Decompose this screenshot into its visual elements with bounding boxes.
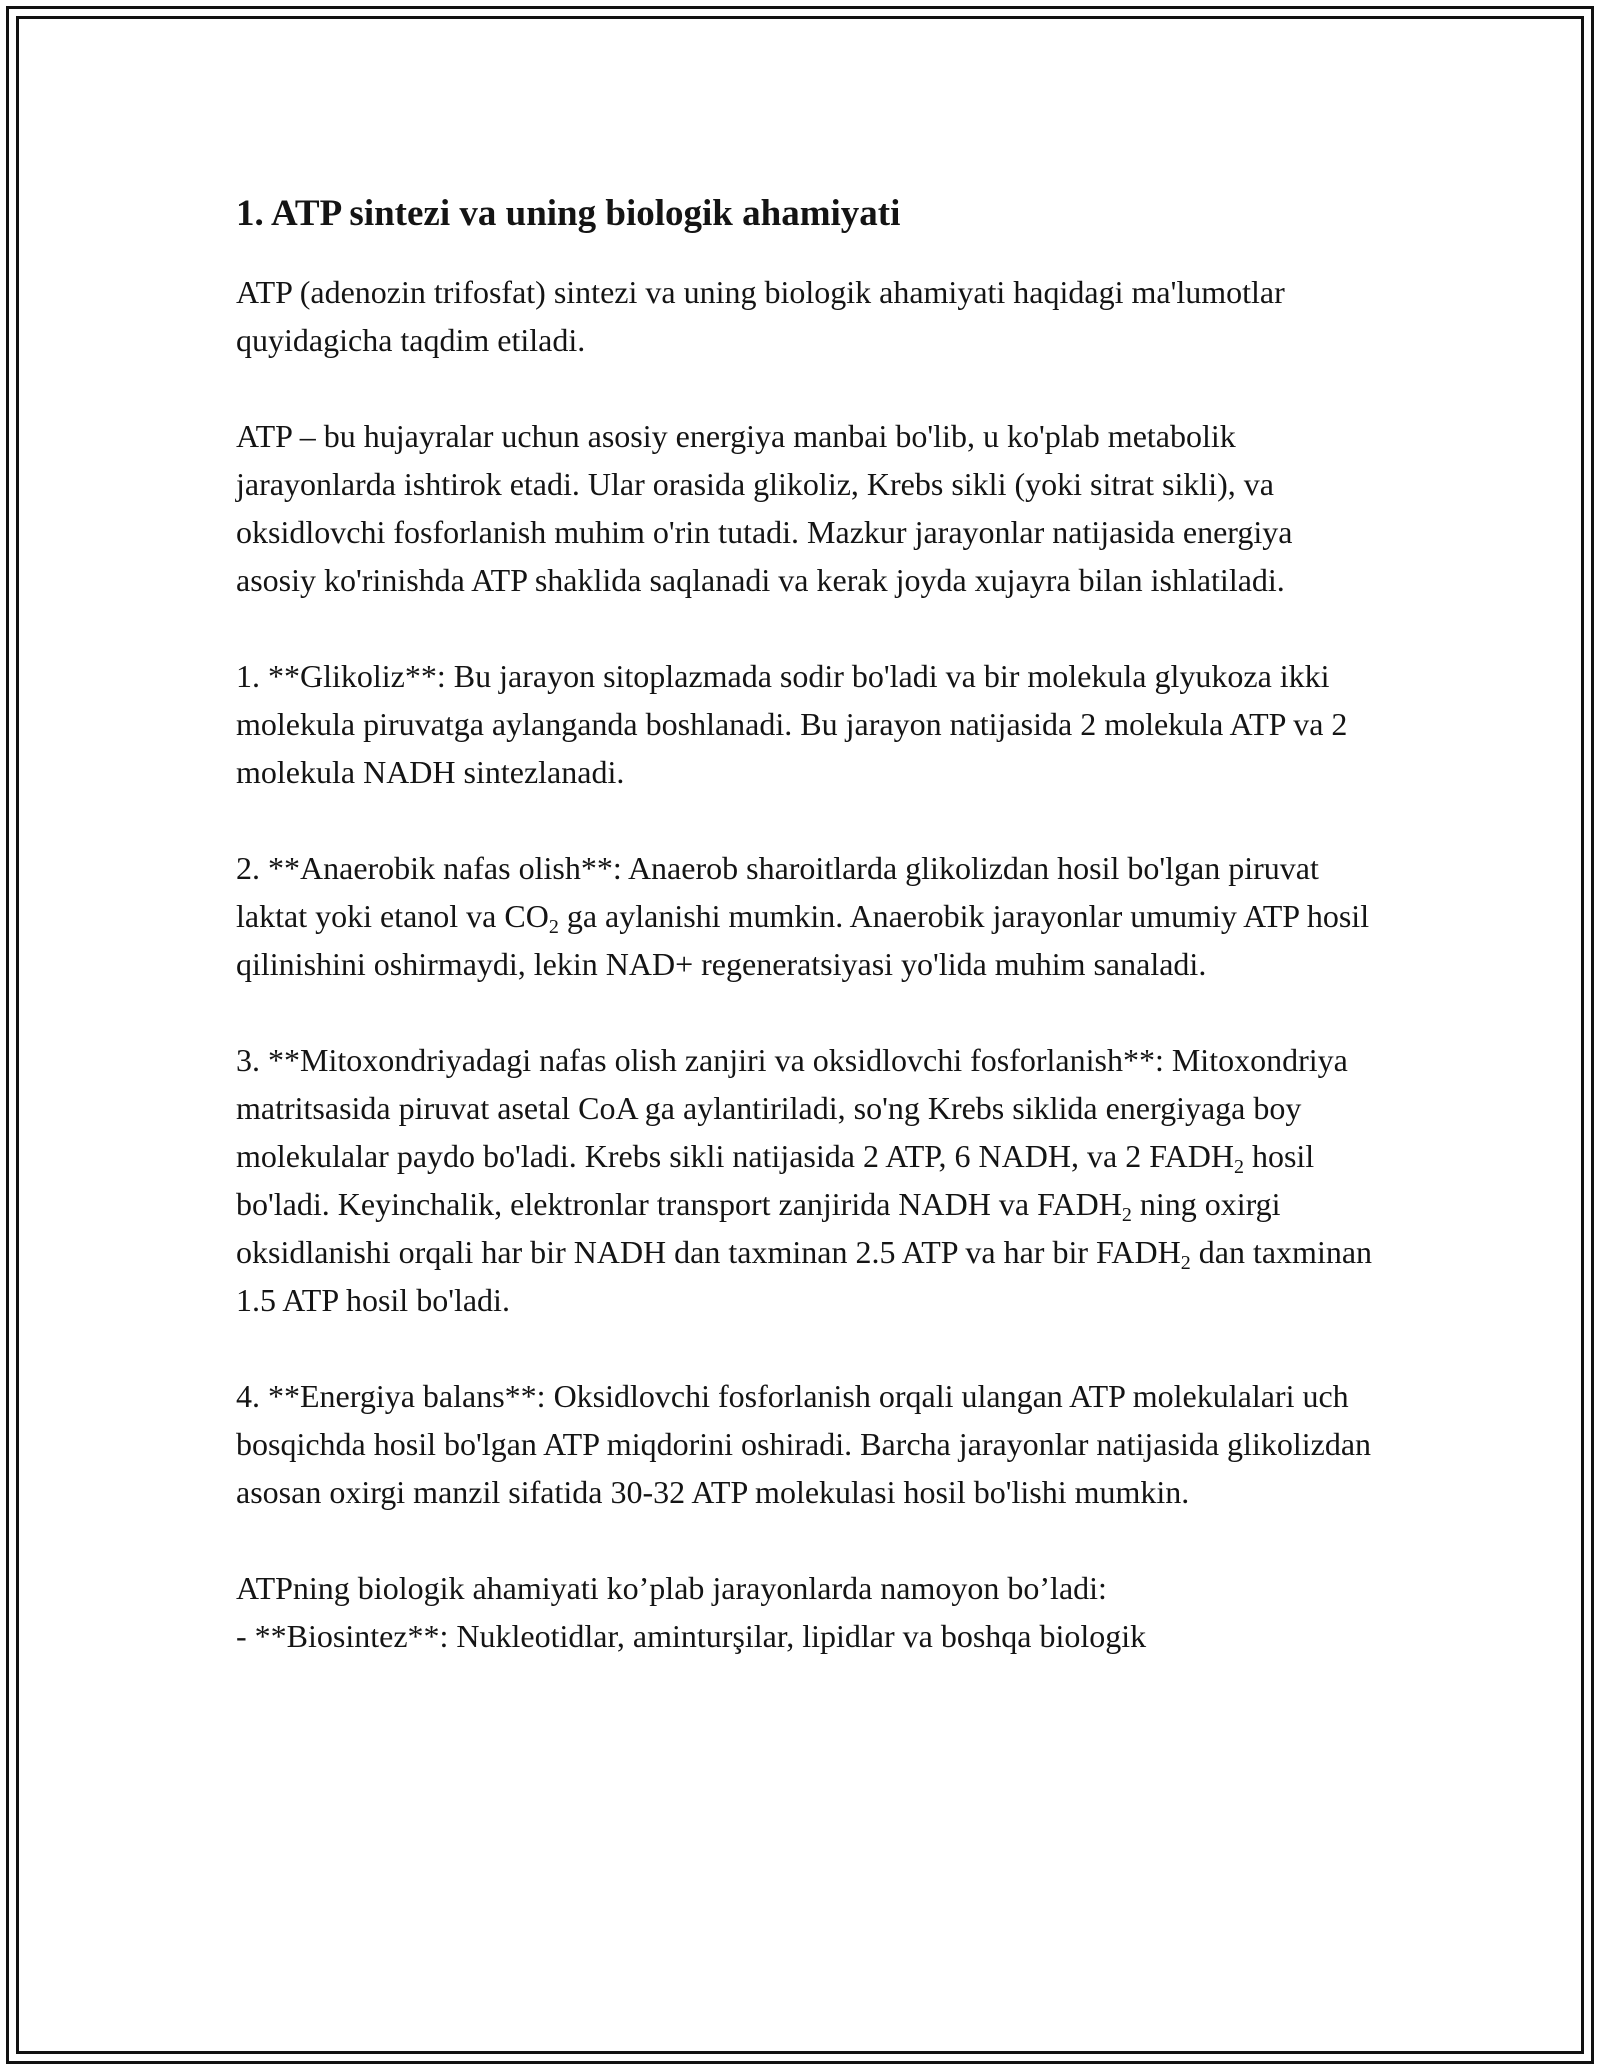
document-body <box>236 188 1376 1660</box>
energy-balance-paragraph: 4. **Energiya balans**: Oksidlovchi fosforlanish orqali ulangan ATP molekulalari uch bosqichda hosil bo'lgan ATP miqdorini oshiradi. Barcha jarayonlar natijasida glikolizdan asosan oxirgi manzil sifatida 30-32 ATP molekulasi hosil bo'lishi mumkin. <box>236 1378 1372 1510</box>
mitochondria-paragraph: 3. **Mitoxondriyadagi nafas olish zanjiri va oksidlovchi fosforlanish**: Mitoxondriya matritsasida piruvat asetal CoA ga aylantiriladi, so'ng Krebs siklida energiyaga boy molekulalar paydo bo'ladi. Krebs sikli natijasida 2 ATP, 6 NADH, va 2 $FADH_2$ hosil bo'ladi. Keyinchalik, elektronlar transport zanjirida NADH va $FADH_2$ ning oxirgi oksidlanishi orqali har bir NADH dan taxminan 2.5 ATP va har bir $FADH_2$ dan taxminan 1.5 ATP hosil bo'ladi. <box>236 1042 1373 1318</box>
intro-paragraph: ATP (adenozin trifosfat) sintezi va uning biologik ahamiyati haqidagi ma'lumotlar quyidagicha taqdim etiladi. <box>236 274 1285 358</box>
section-heading: 1. ATP sintezi va uning biologik ahamiyati <box>236 193 901 234</box>
biosynthesis-item: - **Biosintez**: Nukleotidlar, aminturşilar, lipidlar va boshqa biologik <box>236 1618 1147 1654</box>
glycolysis-paragraph: 1. **Glikoliz**: Bu jarayon sitoplazmada sodir bo'ladi va bir molekula glyukoza ikki molekula piruvatga aylanganda boshlanadi. Bu jarayon natijasida 2 molekula ATP va 2 molekula NADH sintezlanadi. <box>236 658 1348 790</box>
anaerobic-paragraph: 2. **Anaerobik nafas olish**: Anaerob sharoitlarda glikolizdan hosil bo'lgan piruvat laktat yoki etanol va $CO_2$ ga aylanishi mumkin. Anaerobik jarayonlar umumiy ATP hosil qilinishini oshirmaydi, lekin NAD+ regeneratsiyasi yo'lida muhim sanaladi. <box>236 850 1370 982</box>
significance-intro: ATPning biologik ahamiyati ko’plab jarayonlarda namoyon bo’ladi: <box>236 1570 1107 1606</box>
overview-paragraph: ATP – bu hujayralar uchun asosiy energiya manbai bo'lib, u ko'plab metabolik jarayonlarda ishtirok etadi. Ular orasida glikoliz, Krebs sikli (yoki sitrat sikli), va oksidlovchi fosforlanish muhim o'rin tutadi. Mazkur jarayonlar natijasida energiya asosiy ko'rinishda ATP shaklida saqlanadi va kerak joyda xujayra bilan ishlatiladi. <box>236 418 1293 598</box>
